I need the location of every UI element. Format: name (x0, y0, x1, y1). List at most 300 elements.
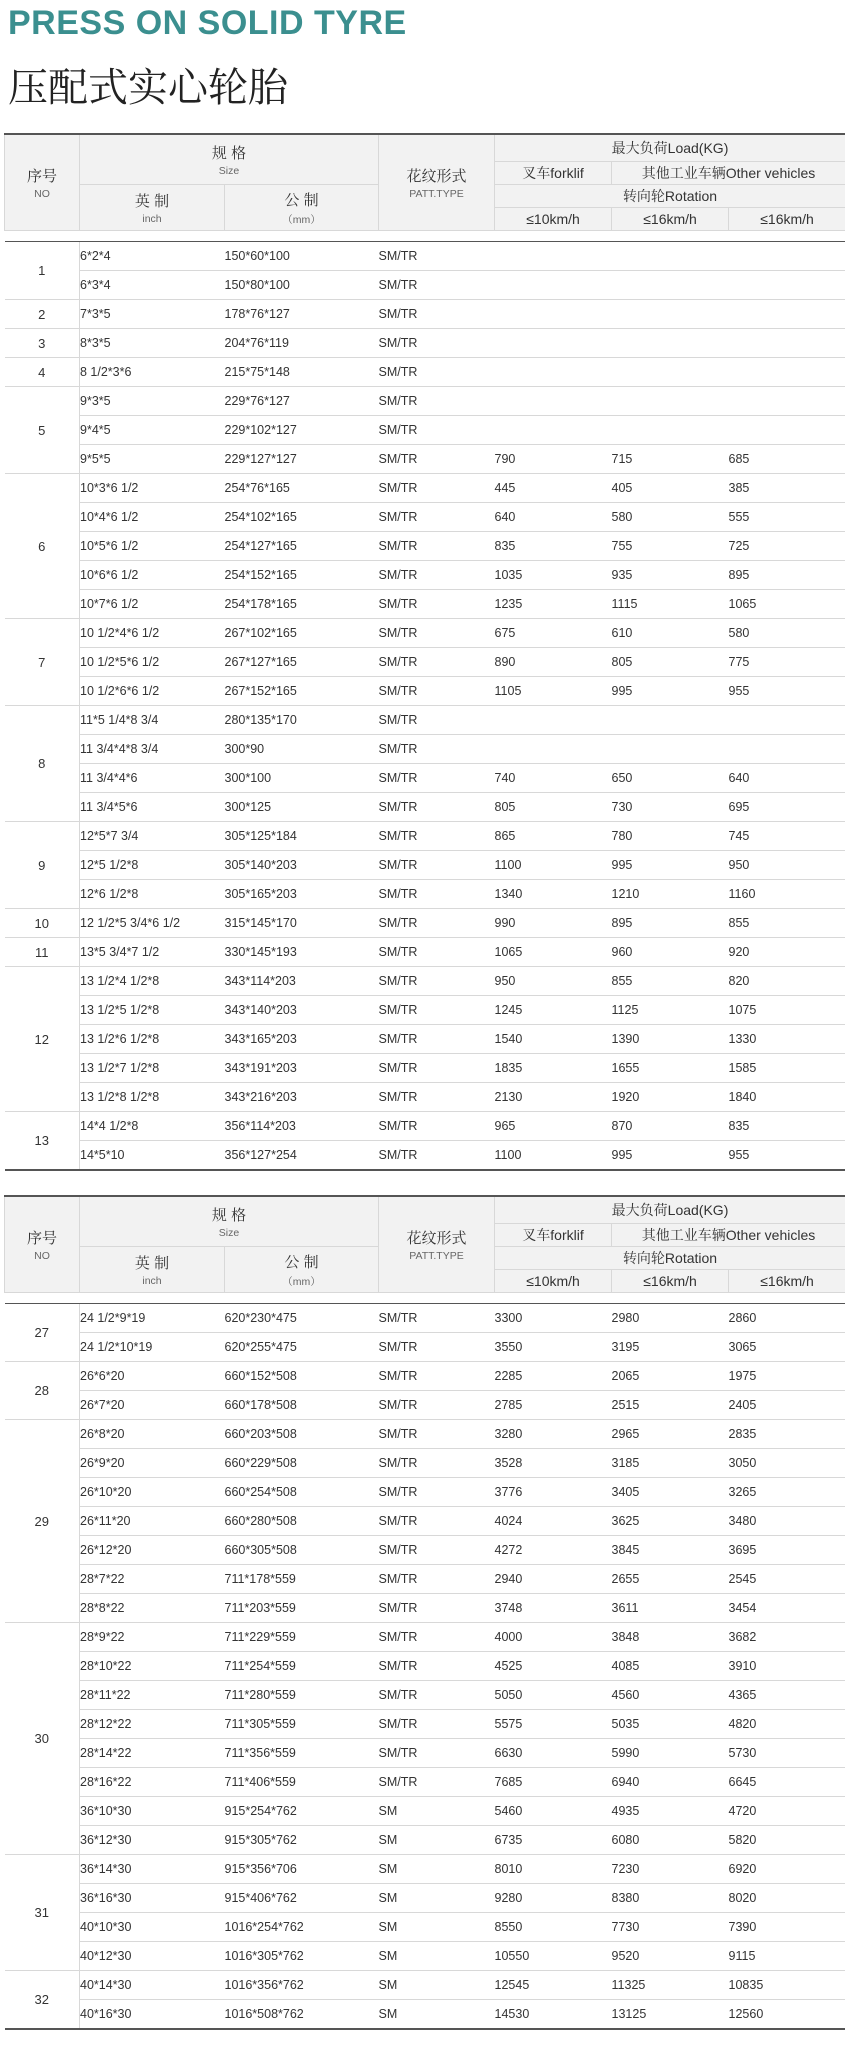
inch-cell: 28*7*22 (80, 1565, 225, 1594)
metric-cell: 620*255*475 (225, 1333, 379, 1362)
pattern-cell: SM/TR (379, 909, 495, 938)
load-16kmh-rotation-cell: 6920 (729, 1855, 845, 1884)
load-16kmh-other-cell: 6940 (612, 1768, 729, 1797)
load-10kmh-cell: 4525 (495, 1652, 612, 1681)
table-row (5, 1826, 845, 1855)
metric-cell: 215*75*148 (225, 358, 379, 387)
load-16kmh-other-cell (612, 416, 729, 445)
table-row (5, 1739, 845, 1768)
load-16kmh-other-cell: 8380 (612, 1884, 729, 1913)
load-16kmh-rotation-cell: 695 (729, 793, 845, 822)
inch-cell: 11*5 1/4*8 3/4 (80, 706, 225, 735)
load-10kmh-cell: 3280 (495, 1420, 612, 1449)
load-10kmh-cell: 1105 (495, 677, 612, 706)
inch-cell: 36*16*30 (80, 1884, 225, 1913)
pattern-cell: SM (379, 1884, 495, 1913)
load-10kmh-cell: 2130 (495, 1083, 612, 1112)
load-16kmh-other-cell: 4560 (612, 1681, 729, 1710)
inch-cell: 11 3/4*4*8 3/4 (80, 735, 225, 764)
table-row (5, 706, 845, 735)
load-16kmh-rotation-cell: 685 (729, 445, 845, 474)
inch-cell: 26*10*20 (80, 1478, 225, 1507)
metric-cell: 660*152*508 (225, 1362, 379, 1391)
load-10kmh-cell: 5460 (495, 1797, 612, 1826)
metric-cell: 315*145*170 (225, 909, 379, 938)
load-16kmh-other-cell: 870 (612, 1112, 729, 1141)
load-10kmh-cell: 1235 (495, 590, 612, 619)
table-row (5, 1054, 845, 1083)
load-10kmh-cell: 12545 (495, 1971, 612, 2000)
pattern-cell: SM/TR (379, 1362, 495, 1391)
table-row (5, 851, 845, 880)
table-row (5, 387, 845, 416)
inch-cell: 28*10*22 (80, 1652, 225, 1681)
table-row (5, 1768, 845, 1797)
pattern-cell: SM/TR (379, 706, 495, 735)
metric-cell: 267*102*165 (225, 619, 379, 648)
metric-cell: 915*254*762 (225, 1797, 379, 1826)
inch-cell: 28*14*22 (80, 1739, 225, 1768)
inch-cell: 10*6*6 1/2 (80, 561, 225, 590)
metric-cell: 300*100 (225, 764, 379, 793)
load-16kmh-rotation-cell: 955 (729, 677, 845, 706)
inch-cell: 6*3*4 (80, 271, 225, 300)
header-inch: 英 制 inch (80, 1247, 225, 1293)
header-inch: 英 制 inch (80, 185, 225, 231)
inch-cell: 11 3/4*5*6 (80, 793, 225, 822)
header-speed-3: ≤16km/h (729, 1270, 845, 1293)
load-16kmh-other-cell: 2065 (612, 1362, 729, 1391)
inch-cell: 13 1/2*4 1/2*8 (80, 967, 225, 996)
load-16kmh-other-cell: 2655 (612, 1565, 729, 1594)
row-number: 3 (5, 329, 80, 358)
load-10kmh-cell: 10550 (495, 1942, 612, 1971)
load-16kmh-rotation-cell: 5820 (729, 1826, 845, 1855)
load-16kmh-other-cell: 3625 (612, 1507, 729, 1536)
pattern-cell: SM/TR (379, 1141, 495, 1171)
pattern-cell: SM (379, 1797, 495, 1826)
header-patt: 花纹形式 PATT.TYPE (379, 1196, 495, 1293)
inch-cell: 12*5*7 3/4 (80, 822, 225, 851)
load-10kmh-cell: 3776 (495, 1478, 612, 1507)
pattern-cell: SM/TR (379, 1449, 495, 1478)
load-16kmh-other-cell: 715 (612, 445, 729, 474)
load-16kmh-other-cell: 960 (612, 938, 729, 967)
header-speed-2: ≤16km/h (612, 208, 729, 231)
pattern-cell: SM/TR (379, 735, 495, 764)
pattern-cell: SM/TR (379, 996, 495, 1025)
table-row (5, 1623, 845, 1652)
load-10kmh-cell: 1100 (495, 851, 612, 880)
header-other: 其他工业车辆Other vehicles (612, 1224, 845, 1247)
table-row (5, 445, 845, 474)
load-16kmh-other-cell: 1125 (612, 996, 729, 1025)
header-speed-3: ≤16km/h (729, 208, 845, 231)
inch-cell: 9*4*5 (80, 416, 225, 445)
load-16kmh-other-cell: 805 (612, 648, 729, 677)
metric-cell: 711*406*559 (225, 1768, 379, 1797)
table-row (5, 1652, 845, 1681)
load-16kmh-other-cell: 3185 (612, 1449, 729, 1478)
table-row (5, 735, 845, 764)
load-16kmh-rotation-cell: 3265 (729, 1478, 845, 1507)
load-16kmh-rotation-cell: 950 (729, 851, 845, 880)
header-forklift: 叉车forklif (495, 162, 612, 185)
table-row (5, 677, 845, 706)
table-row (5, 1025, 845, 1054)
load-10kmh-cell (495, 358, 612, 387)
table-row (5, 1304, 845, 1333)
load-10kmh-cell (495, 387, 612, 416)
pattern-cell: SM (379, 1855, 495, 1884)
inch-cell: 28*9*22 (80, 1623, 225, 1652)
load-16kmh-other-cell: 995 (612, 851, 729, 880)
inch-cell: 7*3*5 (80, 300, 225, 329)
load-16kmh-rotation-cell: 385 (729, 474, 845, 503)
load-10kmh-cell: 3300 (495, 1304, 612, 1333)
inch-cell: 28*8*22 (80, 1594, 225, 1623)
load-16kmh-rotation-cell: 1840 (729, 1083, 845, 1112)
header-spacer-cell (5, 1293, 845, 1304)
load-16kmh-rotation-cell: 580 (729, 619, 845, 648)
pattern-cell: SM/TR (379, 503, 495, 532)
metric-cell: 1016*305*762 (225, 1942, 379, 1971)
metric-cell: 1016*508*762 (225, 2000, 379, 2030)
load-16kmh-other-cell: 11325 (612, 1971, 729, 2000)
load-16kmh-other-cell (612, 271, 729, 300)
pattern-cell: SM/TR (379, 1710, 495, 1739)
load-10kmh-cell: 640 (495, 503, 612, 532)
table-row (5, 793, 845, 822)
metric-cell: 178*76*127 (225, 300, 379, 329)
row-number: 29 (5, 1420, 80, 1623)
metric-cell: 150*60*100 (225, 242, 379, 271)
metric-cell: 305*140*203 (225, 851, 379, 880)
metric-cell: 343*216*203 (225, 1083, 379, 1112)
pattern-cell: SM (379, 1942, 495, 1971)
load-16kmh-rotation-cell (729, 416, 845, 445)
inch-cell: 10*5*6 1/2 (80, 532, 225, 561)
inch-cell: 13 1/2*6 1/2*8 (80, 1025, 225, 1054)
pattern-cell: SM/TR (379, 967, 495, 996)
load-10kmh-cell: 965 (495, 1112, 612, 1141)
load-16kmh-rotation-cell: 640 (729, 764, 845, 793)
load-16kmh-other-cell: 650 (612, 764, 729, 793)
inch-cell: 14*4 1/2*8 (80, 1112, 225, 1141)
load-16kmh-other-cell: 755 (612, 532, 729, 561)
table-row (5, 1478, 845, 1507)
load-16kmh-other-cell: 7230 (612, 1855, 729, 1884)
header-load: 最大负荷Load(KG) (495, 1196, 845, 1224)
pattern-cell: SM (379, 1971, 495, 2000)
load-10kmh-cell: 3748 (495, 1594, 612, 1623)
inch-cell: 36*12*30 (80, 1826, 225, 1855)
load-16kmh-rotation-cell: 3695 (729, 1536, 845, 1565)
load-16kmh-other-cell: 6080 (612, 1826, 729, 1855)
load-16kmh-other-cell: 4935 (612, 1797, 729, 1826)
pattern-cell: SM/TR (379, 1304, 495, 1333)
inch-cell: 26*8*20 (80, 1420, 225, 1449)
inch-cell: 40*10*30 (80, 1913, 225, 1942)
load-16kmh-other-cell: 1115 (612, 590, 729, 619)
row-number: 11 (5, 938, 80, 967)
row-number: 12 (5, 967, 80, 1112)
header-other: 其他工业车辆Other vehicles (612, 162, 845, 185)
pattern-cell: SM/TR (379, 938, 495, 967)
table-row (5, 1536, 845, 1565)
header-spacer (5, 231, 845, 242)
load-10kmh-cell (495, 735, 612, 764)
pattern-cell: SM/TR (379, 271, 495, 300)
metric-cell: 229*76*127 (225, 387, 379, 416)
header-spacer (5, 1293, 845, 1304)
table-row (5, 1083, 845, 1112)
inch-cell: 9*5*5 (80, 445, 225, 474)
metric-cell: 620*230*475 (225, 1304, 379, 1333)
metric-cell: 915*305*762 (225, 1826, 379, 1855)
table-row (5, 1449, 845, 1478)
pattern-cell: SM/TR (379, 793, 495, 822)
pattern-cell: SM/TR (379, 1083, 495, 1112)
pattern-cell: SM/TR (379, 590, 495, 619)
table-row (5, 1594, 845, 1623)
metric-cell: 711*178*559 (225, 1565, 379, 1594)
load-16kmh-other-cell: 780 (612, 822, 729, 851)
load-16kmh-other-cell (612, 387, 729, 416)
inch-cell: 8*3*5 (80, 329, 225, 358)
load-16kmh-rotation-cell: 920 (729, 938, 845, 967)
inch-cell: 13 1/2*5 1/2*8 (80, 996, 225, 1025)
row-number: 9 (5, 822, 80, 909)
load-16kmh-rotation-cell: 9115 (729, 1942, 845, 1971)
load-16kmh-other-cell: 4085 (612, 1652, 729, 1681)
metric-cell: 254*127*165 (225, 532, 379, 561)
load-16kmh-rotation-cell: 8020 (729, 1884, 845, 1913)
header-load: 最大负荷Load(KG) (495, 134, 845, 162)
inch-cell: 28*16*22 (80, 1768, 225, 1797)
load-16kmh-rotation-cell: 1330 (729, 1025, 845, 1054)
inch-cell: 24 1/2*10*19 (80, 1333, 225, 1362)
load-16kmh-rotation-cell: 835 (729, 1112, 845, 1141)
metric-cell: 356*127*254 (225, 1141, 379, 1171)
load-16kmh-rotation-cell: 555 (729, 503, 845, 532)
table-row (5, 532, 845, 561)
load-16kmh-rotation-cell: 3065 (729, 1333, 845, 1362)
header-patt: 花纹形式 PATT.TYPE (379, 134, 495, 231)
metric-cell: 711*203*559 (225, 1594, 379, 1623)
spec-table-1 (4, 133, 845, 1171)
load-16kmh-rotation-cell: 725 (729, 532, 845, 561)
load-16kmh-rotation-cell: 895 (729, 561, 845, 590)
inch-cell: 28*12*22 (80, 1710, 225, 1739)
load-16kmh-other-cell: 2515 (612, 1391, 729, 1420)
inch-cell: 10 1/2*6*6 1/2 (80, 677, 225, 706)
header-no: 序号 NO (5, 134, 80, 231)
load-16kmh-rotation-cell: 5730 (729, 1739, 845, 1768)
load-16kmh-rotation-cell: 3050 (729, 1449, 845, 1478)
load-16kmh-other-cell: 13125 (612, 2000, 729, 2030)
metric-cell: 204*76*119 (225, 329, 379, 358)
inch-cell: 12 1/2*5 3/4*6 1/2 (80, 909, 225, 938)
table-row (5, 648, 845, 677)
load-16kmh-rotation-cell: 855 (729, 909, 845, 938)
load-10kmh-cell: 790 (495, 445, 612, 474)
table-row (5, 1420, 845, 1449)
load-10kmh-cell: 1540 (495, 1025, 612, 1054)
pattern-cell: SM/TR (379, 532, 495, 561)
load-16kmh-other-cell: 3195 (612, 1333, 729, 1362)
table-row (5, 1141, 845, 1171)
load-16kmh-rotation-cell: 3682 (729, 1623, 845, 1652)
inch-cell: 13*5 3/4*7 1/2 (80, 938, 225, 967)
metric-cell: 356*114*203 (225, 1112, 379, 1141)
page-title-cn: 压配式实心轮胎 (8, 65, 288, 111)
metric-cell: 711*356*559 (225, 1739, 379, 1768)
table-body (5, 1293, 845, 2030)
pattern-cell: SM (379, 1913, 495, 1942)
table-row (5, 1797, 845, 1826)
pattern-cell: SM/TR (379, 1768, 495, 1797)
load-16kmh-rotation-cell: 4720 (729, 1797, 845, 1826)
inch-cell: 26*7*20 (80, 1391, 225, 1420)
load-16kmh-rotation-cell: 2860 (729, 1304, 845, 1333)
metric-cell: 150*80*100 (225, 271, 379, 300)
load-16kmh-rotation-cell: 4365 (729, 1681, 845, 1710)
header-speed-1: ≤10km/h (495, 208, 612, 231)
load-10kmh-cell (495, 271, 612, 300)
load-16kmh-other-cell: 935 (612, 561, 729, 590)
inch-cell: 12*5 1/2*8 (80, 851, 225, 880)
load-16kmh-rotation-cell: 3454 (729, 1594, 845, 1623)
load-16kmh-rotation-cell: 1065 (729, 590, 845, 619)
table-row (5, 2000, 845, 2030)
metric-cell: 229*102*127 (225, 416, 379, 445)
inch-cell: 10*4*6 1/2 (80, 503, 225, 532)
pattern-cell: SM/TR (379, 1623, 495, 1652)
load-10kmh-cell: 3528 (495, 1449, 612, 1478)
metric-cell: 254*152*165 (225, 561, 379, 590)
load-10kmh-cell: 445 (495, 474, 612, 503)
metric-cell: 915*406*762 (225, 1884, 379, 1913)
load-10kmh-cell: 6735 (495, 1826, 612, 1855)
header-size: 规 格 Size (80, 1196, 379, 1247)
metric-cell: 305*125*184 (225, 822, 379, 851)
inch-cell: 26*9*20 (80, 1449, 225, 1478)
inch-cell: 14*5*10 (80, 1141, 225, 1171)
load-16kmh-other-cell: 730 (612, 793, 729, 822)
load-10kmh-cell: 1340 (495, 880, 612, 909)
metric-cell: 254*178*165 (225, 590, 379, 619)
load-10kmh-cell: 2940 (495, 1565, 612, 1594)
load-16kmh-rotation-cell: 820 (729, 967, 845, 996)
load-16kmh-other-cell: 1210 (612, 880, 729, 909)
load-10kmh-cell: 4272 (495, 1536, 612, 1565)
table-row (5, 590, 845, 619)
load-10kmh-cell: 865 (495, 822, 612, 851)
header-spacer-cell (5, 231, 845, 242)
metric-cell: 660*280*508 (225, 1507, 379, 1536)
row-number: 2 (5, 300, 80, 329)
table-row (5, 996, 845, 1025)
load-10kmh-cell: 675 (495, 619, 612, 648)
load-10kmh-cell (495, 242, 612, 271)
load-16kmh-other-cell: 3845 (612, 1536, 729, 1565)
table-row (5, 764, 845, 793)
load-16kmh-rotation-cell (729, 358, 845, 387)
load-16kmh-other-cell: 610 (612, 619, 729, 648)
load-10kmh-cell: 950 (495, 967, 612, 996)
load-16kmh-other-cell: 1920 (612, 1083, 729, 1112)
pattern-cell: SM/TR (379, 677, 495, 706)
inch-cell: 26*11*20 (80, 1507, 225, 1536)
inch-cell: 10*3*6 1/2 (80, 474, 225, 503)
metric-cell: 1016*356*762 (225, 1971, 379, 2000)
pattern-cell: SM/TR (379, 358, 495, 387)
pattern-cell: SM/TR (379, 1594, 495, 1623)
table-row (5, 909, 845, 938)
load-16kmh-other-cell: 3405 (612, 1478, 729, 1507)
load-10kmh-cell: 3550 (495, 1333, 612, 1362)
inch-cell: 26*12*20 (80, 1536, 225, 1565)
load-10kmh-cell (495, 300, 612, 329)
inch-cell: 28*11*22 (80, 1681, 225, 1710)
metric-cell: 305*165*203 (225, 880, 379, 909)
load-10kmh-cell: 2785 (495, 1391, 612, 1420)
pattern-cell: SM/TR (379, 329, 495, 358)
row-number: 1 (5, 242, 80, 300)
load-16kmh-other-cell: 1655 (612, 1054, 729, 1083)
pattern-cell: SM/TR (379, 387, 495, 416)
table-row (5, 1942, 845, 1971)
page-title-en: PRESS ON SOLID TYRE (8, 4, 407, 42)
pattern-cell: SM (379, 2000, 495, 2030)
load-10kmh-cell: 1100 (495, 1141, 612, 1171)
load-16kmh-other-cell (612, 358, 729, 387)
load-16kmh-rotation-cell: 2545 (729, 1565, 845, 1594)
load-16kmh-rotation-cell: 1075 (729, 996, 845, 1025)
table-row (5, 416, 845, 445)
load-16kmh-other-cell: 2965 (612, 1420, 729, 1449)
pattern-cell: SM/TR (379, 1420, 495, 1449)
load-10kmh-cell: 8010 (495, 1855, 612, 1884)
pattern-cell: SM/TR (379, 1652, 495, 1681)
metric-cell: 711*305*559 (225, 1710, 379, 1739)
pattern-cell: SM/TR (379, 416, 495, 445)
pattern-cell: SM/TR (379, 764, 495, 793)
row-number: 27 (5, 1304, 80, 1362)
inch-cell: 13 1/2*7 1/2*8 (80, 1054, 225, 1083)
header-no: 序号 NO (5, 1196, 80, 1293)
load-10kmh-cell: 8550 (495, 1913, 612, 1942)
load-10kmh-cell: 5050 (495, 1681, 612, 1710)
load-10kmh-cell: 835 (495, 532, 612, 561)
inch-cell: 13 1/2*8 1/2*8 (80, 1083, 225, 1112)
header-speed-2: ≤16km/h (612, 1270, 729, 1293)
table-header (5, 134, 845, 231)
metric-cell: 343*140*203 (225, 996, 379, 1025)
pattern-cell: SM/TR (379, 1739, 495, 1768)
row-number: 30 (5, 1623, 80, 1855)
pattern-cell: SM/TR (379, 561, 495, 590)
metric-cell: 343*114*203 (225, 967, 379, 996)
load-16kmh-rotation-cell (729, 242, 845, 271)
load-16kmh-other-cell: 580 (612, 503, 729, 532)
pattern-cell: SM/TR (379, 1025, 495, 1054)
inch-cell: 40*12*30 (80, 1942, 225, 1971)
load-10kmh-cell: 805 (495, 793, 612, 822)
pattern-cell: SM/TR (379, 1478, 495, 1507)
load-16kmh-other-cell: 405 (612, 474, 729, 503)
